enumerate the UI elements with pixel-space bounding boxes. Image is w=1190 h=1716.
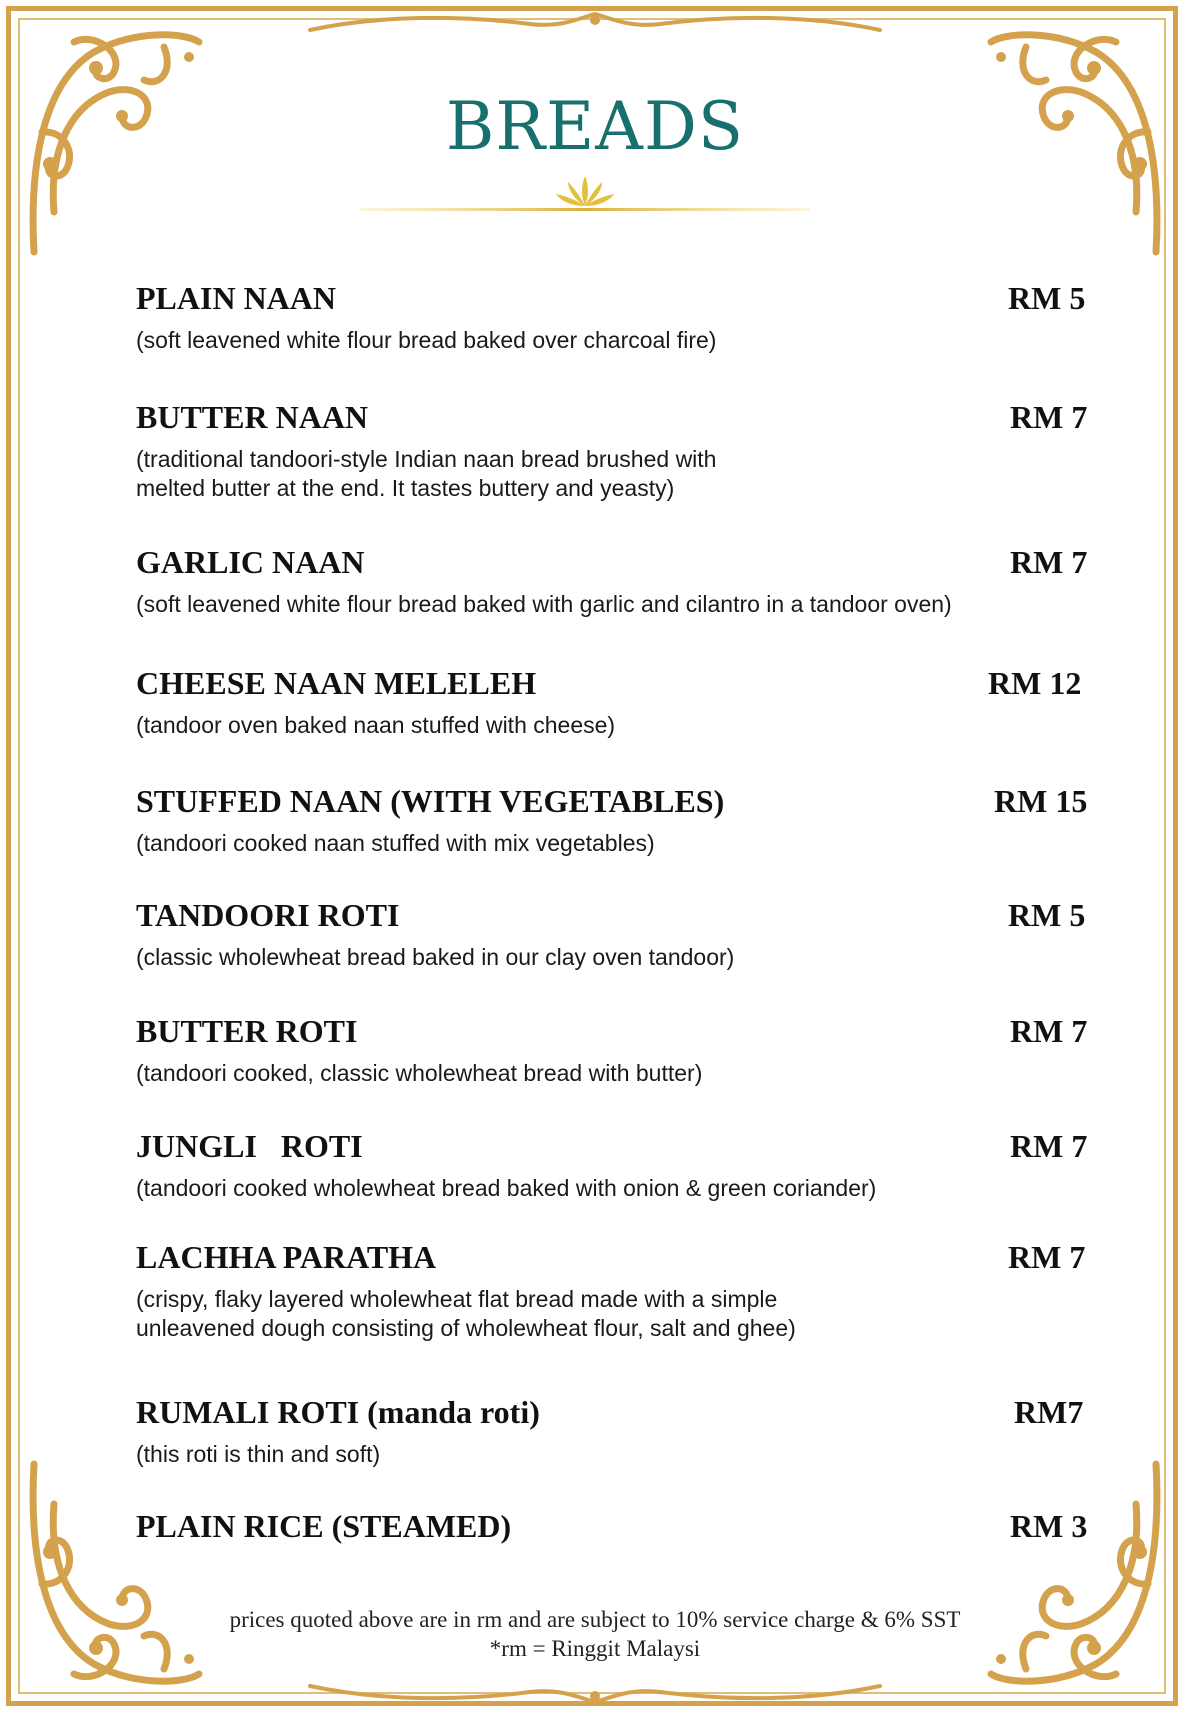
item-price: RM 5 <box>1008 897 1086 933</box>
bottom-border-flourish-icon <box>300 1676 890 1706</box>
item-description: (tandoor oven baked naan stuffed with cheese) <box>136 712 616 738</box>
item-price: RM 7 <box>1008 1239 1086 1275</box>
top-border-flourish-icon <box>300 10 890 40</box>
item-price: RM 5 <box>1008 280 1086 316</box>
item-name: GARLIC NAAN <box>136 544 365 580</box>
item-price: RM 15 <box>994 783 1088 819</box>
item-description: (tandoori cooked, classic wholewheat bread with butter) <box>136 1060 703 1086</box>
item-description: (soft leavened white flour bread baked over charcoal fire) <box>136 327 717 353</box>
item-name: BUTTER ROTI <box>136 1013 358 1049</box>
fleur-divider-icon <box>360 172 810 216</box>
item-description-line-2: melted butter at the end. It tastes buttery and yeasty) <box>136 475 675 501</box>
item-description: (tandoori cooked naan stuffed with mix vegetables) <box>136 830 655 856</box>
ornamental-corner-icon <box>14 1454 204 1704</box>
item-price: RM 7 <box>1010 1013 1088 1049</box>
item-description: (tandoori cooked wholewheat bread baked with onion & green coriander) <box>136 1175 877 1201</box>
item-name: CHEESE NAAN MELELEH <box>136 665 537 701</box>
item-name: BUTTER NAAN <box>136 399 369 435</box>
item-price: RM 7 <box>1010 399 1088 435</box>
item-price: RM 12 <box>988 665 1082 701</box>
item-name: LACHHA PARATHA <box>136 1239 437 1275</box>
item-name: TANDOORI ROTI <box>136 897 400 933</box>
item-description: (classic wholewheat bread baked in our clay oven tandoor) <box>136 944 735 970</box>
page-title: BREADS <box>445 88 745 165</box>
item-name: JUNGLI ROTI <box>136 1128 363 1164</box>
item-description: (soft leavened white flour bread baked with garlic and cilantro in a tandoor oven) <box>136 591 952 617</box>
footer-currency-note: *rm = Ringgit Malaysi <box>489 1636 701 1661</box>
item-description-line-2: unleavened dough consisting of wholewheat flour, salt and ghee) <box>136 1315 796 1341</box>
item-name: RUMALI ROTI (manda roti) <box>136 1394 540 1430</box>
footer-note: prices quoted above are in rm and are subject to 10% service charge & 6% SST <box>229 1607 961 1632</box>
item-price: RM 3 <box>1010 1508 1088 1544</box>
item-name: PLAIN NAAN <box>136 280 336 316</box>
item-name: STUFFED NAAN (WITH VEGETABLES) <box>136 783 725 819</box>
item-price: RM7 <box>1014 1394 1084 1430</box>
item-description: (this roti is thin and soft) <box>136 1441 381 1467</box>
item-name: PLAIN RICE (STEAMED) <box>136 1508 512 1544</box>
ornamental-corner-icon <box>986 1454 1176 1704</box>
item-price: RM 7 <box>1010 1128 1088 1164</box>
item-description: (crispy, flaky layered wholewheat flat bread made with a simple <box>136 1286 778 1312</box>
item-description: (traditional tandoori-style Indian naan bread brushed with <box>136 446 717 472</box>
item-price: RM 7 <box>1010 544 1088 580</box>
